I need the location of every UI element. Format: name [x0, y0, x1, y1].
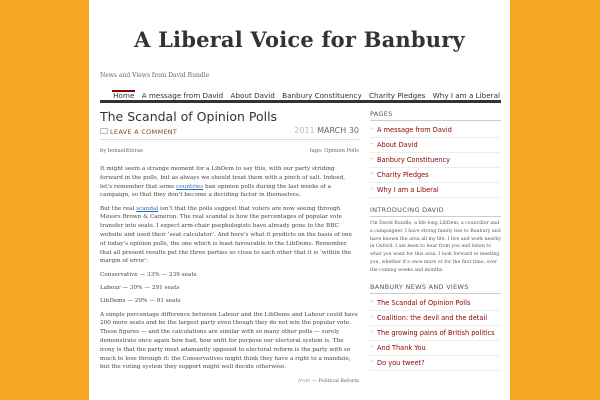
bullet-arrow-icon: »	[370, 171, 374, 177]
sidebar-page-item[interactable]: » About David	[370, 138, 501, 153]
bullet-arrow-icon: »	[370, 298, 374, 305]
nav-item-message[interactable]: A message from David	[141, 91, 224, 100]
source-link[interactable]: — Political Reform	[311, 377, 359, 384]
post-date-day: MARCH 30	[317, 126, 359, 135]
result-labour: Labour — 30% — 291 seats	[100, 285, 180, 292]
sidebar-page-item[interactable]: » Why I am a Liberal	[370, 183, 501, 198]
bullet-arrow-icon: »	[370, 156, 374, 162]
paragraph-2: But the real scandal isn’t that the polls suggest that voters are now seeing through Messrs Brown & Cameron. The real scandal is how the percentages of popular vote transfer into seats. I expect arm-chair psephologists have already gone to the BBC website and used their ‘seat calculator’. And here’s what it predicts on the basis of one of today’s opinion polls, the one which is least favourable to the LibDems. Remember that all present results put the three parties so close to each other that it is ‘within the margin of error’:	[100, 205, 352, 265]
pages-widget-title: PAGES	[370, 110, 501, 121]
nav-divider	[100, 100, 501, 103]
scandal-link[interactable]: scandal	[136, 205, 159, 212]
bullet-arrow-icon: »	[370, 126, 374, 132]
nav-item-charity[interactable]: Charity Pledges	[369, 91, 426, 100]
post-source: from — Political Reform	[298, 377, 359, 384]
post-byline: by bonaelitterae	[100, 148, 144, 154]
intro-widget-title: INTRODUCING DAVID	[370, 206, 501, 217]
pages-list	[370, 123, 501, 198]
result-libdems: LibDems — 29% — 91 seats	[100, 298, 181, 305]
nav-item-home[interactable]: Home	[113, 91, 135, 100]
main-nav	[100, 90, 501, 100]
bullet-arrow-icon: »	[370, 313, 374, 320]
sidebar-page-item[interactable]: » Charity Pledges	[370, 168, 501, 183]
intro-text: I'm David Rundle, a life-long LibDem, a councillor and a campaigner. I have strong family ties to Banbury and have known the area all my life. I live and work nearby in Oxford. I am keen to hear from you and listen to what you want for this area. I look forward to meeting you, whether it's once more or for the first time, over the coming weeks and months.	[370, 221, 501, 273]
sidebar-news-item[interactable]: » The growing pains of British politics	[370, 326, 501, 341]
nav-item-about[interactable]: About David	[230, 91, 275, 100]
sidebar-news-item[interactable]: » Do you tweet?	[370, 356, 501, 371]
sidebar	[370, 110, 501, 371]
post-date-year: 2011	[294, 126, 315, 135]
sidebar-news-item[interactable]: » And Thank You	[370, 341, 501, 356]
page-container	[89, 0, 510, 400]
post-tags[interactable]: tags: Opinion Polls	[309, 148, 359, 154]
post-meta	[100, 126, 359, 138]
paragraph-1: It might seem a strange moment for a LibDem to say this, with our party striding forward in the polls, but as always we should treat them with a pinch of salt. Indeed, let’s remember that some countries ban opinion polls during the last weeks of a campaign, so that they don’t become a deciding factor in themselves.	[100, 166, 346, 199]
sidebar-page-item[interactable]: » Banbury Constituency	[370, 153, 501, 168]
news-list	[370, 296, 501, 371]
site-tagline: News and Views from David Rundle	[100, 72, 210, 79]
comment-icon	[100, 128, 108, 134]
post-content	[100, 165, 359, 386]
news-widget-title: BANBURY NEWS AND VIEWS	[370, 283, 501, 294]
sidebar-page-item[interactable]: » A message from David	[370, 123, 501, 138]
leave-comment-link[interactable]: LEAVE A COMMENT	[110, 128, 178, 136]
bullet-arrow-icon: »	[370, 358, 374, 365]
meta-divider	[100, 139, 359, 140]
post-date	[294, 126, 359, 135]
bullet-arrow-icon: »	[370, 186, 374, 192]
result-conservative: Conservative — 33% — 239 seats	[100, 271, 197, 278]
countries-link[interactable]: countries	[176, 183, 204, 190]
post-title[interactable]: The Scandal of Opinion Polls	[100, 109, 278, 124]
nav-item-constituency[interactable]: Banbury Constituency	[282, 91, 362, 100]
site-title[interactable]: A Liberal Voice for Banbury	[134, 27, 465, 52]
sidebar-news-item[interactable]: » The Scandal of Opinion Polls	[370, 296, 501, 311]
nav-item-why-liberal[interactable]: Why I am a Liberal	[432, 91, 500, 100]
bullet-arrow-icon: »	[370, 141, 374, 147]
bullet-arrow-icon: »	[370, 343, 374, 350]
bullet-arrow-icon: »	[370, 328, 374, 335]
paragraph-3: A simple percentage difference between Labour and the LibDems and Labour could have 200 more seats and be the largest party even though they do not win the popular vote. These figures — and the calculations are similar with so many other polls — surely demonstrate once again how bad, how unfit for purpose our electoral system is. The irony is that the party most adamantly opposed to electoral reform is the party with so much to lose through it: the Conservatives might think they have a right to a mandate, but the voting system they support might well decide otherwise.	[100, 311, 358, 371]
sidebar-news-item[interactable]: » Coalition: the devil and the detail	[370, 311, 501, 326]
